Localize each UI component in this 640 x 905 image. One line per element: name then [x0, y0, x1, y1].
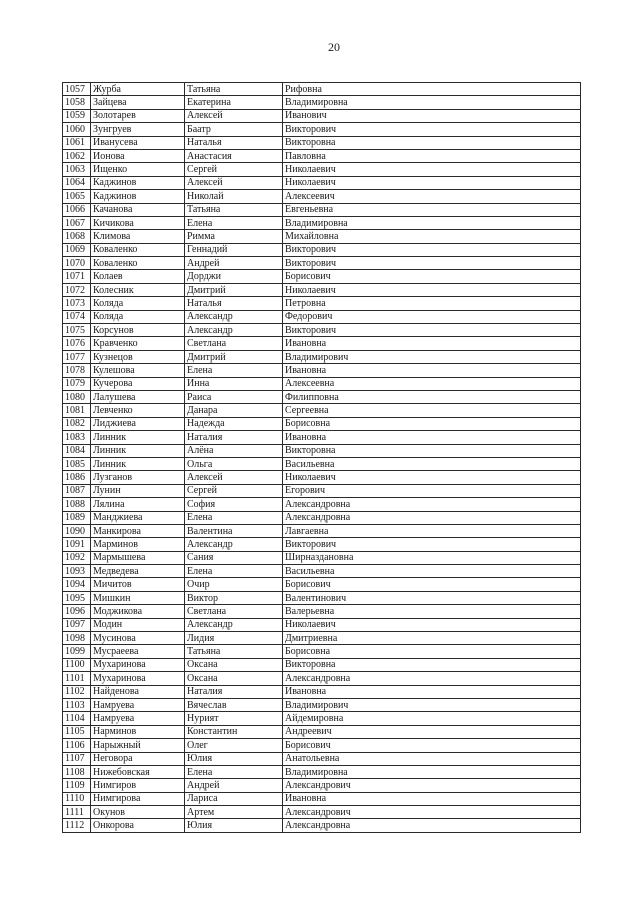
last-name-cell: Онкорова [91, 819, 185, 832]
patronymic-cell: Владимирович [283, 698, 581, 711]
patronymic-cell: Анатольевна [283, 752, 581, 765]
first-name-cell: Оксана [185, 658, 283, 671]
last-name-cell: Лялина [91, 498, 185, 511]
patronymic-cell: Николаевич [283, 471, 581, 484]
last-name-cell: Лузганов [91, 471, 185, 484]
patronymic-cell: Александровна [283, 819, 581, 832]
patronymic-cell: Айдемировна [283, 712, 581, 725]
row-number-cell: 1064 [63, 176, 91, 189]
row-number-cell: 1109 [63, 779, 91, 792]
table-row [63, 377, 581, 390]
table-row [63, 324, 581, 337]
row-number-cell: 1068 [63, 230, 91, 243]
first-name-cell: Очир [185, 578, 283, 591]
last-name-cell: Линник [91, 431, 185, 444]
table-row [63, 524, 581, 537]
patronymic-cell: Васильевна [283, 457, 581, 470]
table-row [63, 672, 581, 685]
table-row [63, 216, 581, 229]
row-number-cell: 1073 [63, 297, 91, 310]
row-number-cell: 1075 [63, 324, 91, 337]
row-number-cell: 1058 [63, 96, 91, 109]
patronymic-cell: Владимирович [283, 350, 581, 363]
patronymic-cell: Ивановна [283, 364, 581, 377]
table-row [63, 83, 581, 96]
row-number-cell: 1100 [63, 658, 91, 671]
first-name-cell: Александр [185, 618, 283, 631]
row-number-cell: 1081 [63, 404, 91, 417]
table-row [63, 698, 581, 711]
last-name-cell: Иванусева [91, 136, 185, 149]
last-name-cell: Коляда [91, 297, 185, 310]
patronymic-cell: Борисовна [283, 417, 581, 430]
first-name-cell: Наталья [185, 297, 283, 310]
table-row [63, 471, 581, 484]
patronymic-cell: Ивановна [283, 337, 581, 350]
row-number-cell: 1088 [63, 498, 91, 511]
table-row [63, 350, 581, 363]
row-number-cell: 1108 [63, 765, 91, 778]
row-number-cell: 1085 [63, 457, 91, 470]
table-row [63, 658, 581, 671]
row-number-cell: 1084 [63, 444, 91, 457]
row-number-cell: 1106 [63, 739, 91, 752]
first-name-cell: Елена [185, 765, 283, 778]
first-name-cell: Нурият [185, 712, 283, 725]
table-row [63, 565, 581, 578]
first-name-cell: Алексей [185, 109, 283, 122]
first-name-cell: Раиса [185, 390, 283, 403]
patronymic-cell: Ивановна [283, 792, 581, 805]
first-name-cell: Геннадий [185, 243, 283, 256]
table-row [63, 484, 581, 497]
first-name-cell: Баатр [185, 123, 283, 136]
patronymic-cell: Владимировна [283, 765, 581, 778]
patronymic-cell: Алексеевич [283, 190, 581, 203]
row-number-cell: 1097 [63, 618, 91, 631]
row-number-cell: 1061 [63, 136, 91, 149]
table-row [63, 364, 581, 377]
table-row [63, 203, 581, 216]
first-name-cell: Екатерина [185, 96, 283, 109]
first-name-cell: Константин [185, 725, 283, 738]
first-name-cell: София [185, 498, 283, 511]
table-row [63, 511, 581, 524]
first-name-cell: Данара [185, 404, 283, 417]
patronymic-cell: Павловна [283, 149, 581, 162]
patronymic-cell: Валентинович [283, 591, 581, 604]
first-name-cell: Елена [185, 565, 283, 578]
first-name-cell: Лариса [185, 792, 283, 805]
row-number-cell: 1076 [63, 337, 91, 350]
last-name-cell: Кравченко [91, 337, 185, 350]
first-name-cell: Юлия [185, 819, 283, 832]
table-row [63, 645, 581, 658]
row-number-cell: 1083 [63, 431, 91, 444]
first-name-cell: Елена [185, 216, 283, 229]
row-number-cell: 1094 [63, 578, 91, 591]
row-number-cell: 1093 [63, 565, 91, 578]
patronymic-cell: Борисовна [283, 645, 581, 658]
patronymic-cell: Николаевич [283, 618, 581, 631]
table-row [63, 457, 581, 470]
first-name-cell: Дмитрий [185, 283, 283, 296]
first-name-cell: Алексей [185, 471, 283, 484]
last-name-cell: Кичикова [91, 216, 185, 229]
table-row [63, 136, 581, 149]
first-name-cell: Оксана [185, 672, 283, 685]
row-number-cell: 1065 [63, 190, 91, 203]
last-name-cell: Медведева [91, 565, 185, 578]
last-name-cell: Манджиева [91, 511, 185, 524]
last-name-cell: Зунгруев [91, 123, 185, 136]
first-name-cell: Алёна [185, 444, 283, 457]
patronymic-cell: Борисович [283, 270, 581, 283]
last-name-cell: Каджинов [91, 176, 185, 189]
table-row [63, 685, 581, 698]
patronymic-cell: Викторовна [283, 658, 581, 671]
first-name-cell: Лидия [185, 632, 283, 645]
first-name-cell: Николай [185, 190, 283, 203]
patronymic-cell: Викторовна [283, 136, 581, 149]
last-name-cell: Мусраеева [91, 645, 185, 658]
patronymic-cell: Александрович [283, 779, 581, 792]
last-name-cell: Кучерова [91, 377, 185, 390]
row-number-cell: 1110 [63, 792, 91, 805]
patronymic-cell: Александрович [283, 806, 581, 819]
first-name-cell: Надежда [185, 417, 283, 430]
first-name-cell: Светлана [185, 605, 283, 618]
last-name-cell: Линник [91, 444, 185, 457]
patronymic-cell: Владимировна [283, 216, 581, 229]
row-number-cell: 1063 [63, 163, 91, 176]
table-row [63, 792, 581, 805]
last-name-cell: Левченко [91, 404, 185, 417]
first-name-cell: Татьяна [185, 83, 283, 96]
last-name-cell: Колаев [91, 270, 185, 283]
patronymic-cell: Рифовна [283, 83, 581, 96]
table-row [63, 390, 581, 403]
last-name-cell: Зайцева [91, 96, 185, 109]
table-row [63, 310, 581, 323]
patronymic-cell: Ивановна [283, 685, 581, 698]
last-name-cell: Моджикова [91, 605, 185, 618]
patronymic-cell: Александровна [283, 511, 581, 524]
table-row [63, 109, 581, 122]
table-row [63, 578, 581, 591]
last-name-cell: Лалушева [91, 390, 185, 403]
last-name-cell: Кулешова [91, 364, 185, 377]
table-row [63, 712, 581, 725]
page-number-text: 20 [328, 40, 340, 54]
row-number-cell: 1101 [63, 672, 91, 685]
last-name-cell: Золотарев [91, 109, 185, 122]
first-name-cell: Вячеслав [185, 698, 283, 711]
last-name-cell: Окунов [91, 806, 185, 819]
table-row [63, 725, 581, 738]
last-name-cell: Нарыжный [91, 739, 185, 752]
patronymic-cell: Ширназдановна [283, 551, 581, 564]
row-number-cell: 1069 [63, 243, 91, 256]
first-name-cell: Алексей [185, 176, 283, 189]
table-row [63, 618, 581, 631]
first-name-cell: Валентина [185, 524, 283, 537]
table-row [63, 591, 581, 604]
first-name-cell: Сергей [185, 163, 283, 176]
first-name-cell: Александр [185, 538, 283, 551]
first-name-cell: Наталия [185, 431, 283, 444]
row-number-cell: 1070 [63, 257, 91, 270]
last-name-cell: Кузнецов [91, 350, 185, 363]
row-number-cell: 1092 [63, 551, 91, 564]
first-name-cell: Андрей [185, 779, 283, 792]
table-row [63, 632, 581, 645]
patronymic-cell: Валерьевна [283, 605, 581, 618]
first-name-cell: Сания [185, 551, 283, 564]
first-name-cell: Артем [185, 806, 283, 819]
last-name-cell: Линник [91, 457, 185, 470]
last-name-cell: Модин [91, 618, 185, 631]
table-row [63, 257, 581, 270]
first-name-cell: Юлия [185, 752, 283, 765]
patronymic-cell: Дмитриевна [283, 632, 581, 645]
row-number-cell: 1107 [63, 752, 91, 765]
patronymic-cell: Сергеевна [283, 404, 581, 417]
patronymic-cell: Викторович [283, 538, 581, 551]
last-name-cell: Коляда [91, 310, 185, 323]
row-number-cell: 1080 [63, 390, 91, 403]
table-row [63, 765, 581, 778]
last-name-cell: Найденова [91, 685, 185, 698]
last-name-cell: Нимгиров [91, 779, 185, 792]
last-name-cell: Коваленко [91, 257, 185, 270]
first-name-cell: Светлана [185, 337, 283, 350]
first-name-cell: Римма [185, 230, 283, 243]
last-name-cell: Журба [91, 83, 185, 96]
row-number-cell: 1074 [63, 310, 91, 323]
first-name-cell: Татьяна [185, 645, 283, 658]
last-name-cell: Марминов [91, 538, 185, 551]
page-number [0, 40, 640, 55]
table-row [63, 149, 581, 162]
roster-table [62, 82, 581, 833]
row-number-cell: 1062 [63, 149, 91, 162]
first-name-cell: Инна [185, 377, 283, 390]
first-name-cell: Наталия [185, 685, 283, 698]
table-row [63, 752, 581, 765]
row-number-cell: 1066 [63, 203, 91, 216]
row-number-cell: 1102 [63, 685, 91, 698]
patronymic-cell: Васильевна [283, 565, 581, 578]
last-name-cell: Мухаринова [91, 658, 185, 671]
last-name-cell: Намруева [91, 698, 185, 711]
first-name-cell: Елена [185, 364, 283, 377]
first-name-cell: Александр [185, 324, 283, 337]
patronymic-cell: Борисович [283, 739, 581, 752]
first-name-cell: Ольга [185, 457, 283, 470]
patronymic-cell: Михайловна [283, 230, 581, 243]
patronymic-cell: Викторович [283, 243, 581, 256]
last-name-cell: Корсунов [91, 324, 185, 337]
last-name-cell: Намруева [91, 712, 185, 725]
first-name-cell: Олег [185, 739, 283, 752]
first-name-cell: Сергей [185, 484, 283, 497]
row-number-cell: 1112 [63, 819, 91, 832]
patronymic-cell: Александровна [283, 672, 581, 685]
last-name-cell: Лиджиева [91, 417, 185, 430]
row-number-cell: 1087 [63, 484, 91, 497]
patronymic-cell: Викторович [283, 123, 581, 136]
row-number-cell: 1095 [63, 591, 91, 604]
row-number-cell: 1067 [63, 216, 91, 229]
table-row [63, 806, 581, 819]
first-name-cell: Елена [185, 511, 283, 524]
row-number-cell: 1104 [63, 712, 91, 725]
last-name-cell: Каджинов [91, 190, 185, 203]
patronymic-cell: Владимировна [283, 96, 581, 109]
patronymic-cell: Лавгаевна [283, 524, 581, 537]
first-name-cell: Анастасия [185, 149, 283, 162]
patronymic-cell: Петровна [283, 297, 581, 310]
table-row [63, 163, 581, 176]
row-number-cell: 1071 [63, 270, 91, 283]
row-number-cell: 1077 [63, 350, 91, 363]
row-number-cell: 1079 [63, 377, 91, 390]
last-name-cell: Колесник [91, 283, 185, 296]
table-row [63, 538, 581, 551]
last-name-cell: Мусинова [91, 632, 185, 645]
patronymic-cell: Борисович [283, 578, 581, 591]
table-row [63, 819, 581, 832]
table-row [63, 176, 581, 189]
patronymic-cell: Николаевич [283, 283, 581, 296]
first-name-cell: Татьяна [185, 203, 283, 216]
row-number-cell: 1096 [63, 605, 91, 618]
patronymic-cell: Ивановна [283, 431, 581, 444]
row-number-cell: 1089 [63, 511, 91, 524]
patronymic-cell: Викторовна [283, 444, 581, 457]
table-row [63, 551, 581, 564]
last-name-cell: Ищенко [91, 163, 185, 176]
row-number-cell: 1099 [63, 645, 91, 658]
last-name-cell: Мишкин [91, 591, 185, 604]
last-name-cell: Мухаринова [91, 672, 185, 685]
patronymic-cell: Николаевич [283, 163, 581, 176]
patronymic-cell: Викторович [283, 257, 581, 270]
patronymic-cell: Евгеньевна [283, 203, 581, 216]
patronymic-cell: Николаевич [283, 176, 581, 189]
first-name-cell: Виктор [185, 591, 283, 604]
last-name-cell: Мичитов [91, 578, 185, 591]
row-number-cell: 1082 [63, 417, 91, 430]
first-name-cell: Александр [185, 310, 283, 323]
roster-body [63, 83, 581, 833]
row-number-cell: 1060 [63, 123, 91, 136]
last-name-cell: Мармышева [91, 551, 185, 564]
row-number-cell: 1072 [63, 283, 91, 296]
table-row [63, 779, 581, 792]
last-name-cell: Качанова [91, 203, 185, 216]
patronymic-cell: Филипповна [283, 390, 581, 403]
table-row [63, 270, 581, 283]
row-number-cell: 1103 [63, 698, 91, 711]
last-name-cell: Коваленко [91, 243, 185, 256]
row-number-cell: 1098 [63, 632, 91, 645]
table-row [63, 417, 581, 430]
patronymic-cell: Алексеевна [283, 377, 581, 390]
table-row [63, 297, 581, 310]
table-row [63, 190, 581, 203]
last-name-cell: Неговора [91, 752, 185, 765]
table-row [63, 337, 581, 350]
row-number-cell: 1091 [63, 538, 91, 551]
row-number-cell: 1059 [63, 109, 91, 122]
table-row [63, 739, 581, 752]
row-number-cell: 1057 [63, 83, 91, 96]
last-name-cell: Нимгирова [91, 792, 185, 805]
last-name-cell: Манкирова [91, 524, 185, 537]
patronymic-cell: Викторович [283, 324, 581, 337]
row-number-cell: 1078 [63, 364, 91, 377]
patronymic-cell: Александровна [283, 498, 581, 511]
last-name-cell: Климова [91, 230, 185, 243]
first-name-cell: Наталья [185, 136, 283, 149]
row-number-cell: 1105 [63, 725, 91, 738]
patronymic-cell: Егорович [283, 484, 581, 497]
row-number-cell: 1086 [63, 471, 91, 484]
last-name-cell: Ионова [91, 149, 185, 162]
row-number-cell: 1111 [63, 806, 91, 819]
last-name-cell: Нарминов [91, 725, 185, 738]
table-row [63, 498, 581, 511]
table-row [63, 283, 581, 296]
table-row [63, 230, 581, 243]
patronymic-cell: Федорович [283, 310, 581, 323]
table-row [63, 404, 581, 417]
row-number-cell: 1090 [63, 524, 91, 537]
last-name-cell: Нижебовская [91, 765, 185, 778]
first-name-cell: Дорджи [185, 270, 283, 283]
first-name-cell: Андрей [185, 257, 283, 270]
first-name-cell: Дмитрий [185, 350, 283, 363]
table-row [63, 444, 581, 457]
table-row [63, 96, 581, 109]
patronymic-cell: Андреевич [283, 725, 581, 738]
last-name-cell: Лунин [91, 484, 185, 497]
table-row [63, 605, 581, 618]
table-row [63, 123, 581, 136]
table-row [63, 243, 581, 256]
table-row [63, 431, 581, 444]
patronymic-cell: Иванович [283, 109, 581, 122]
